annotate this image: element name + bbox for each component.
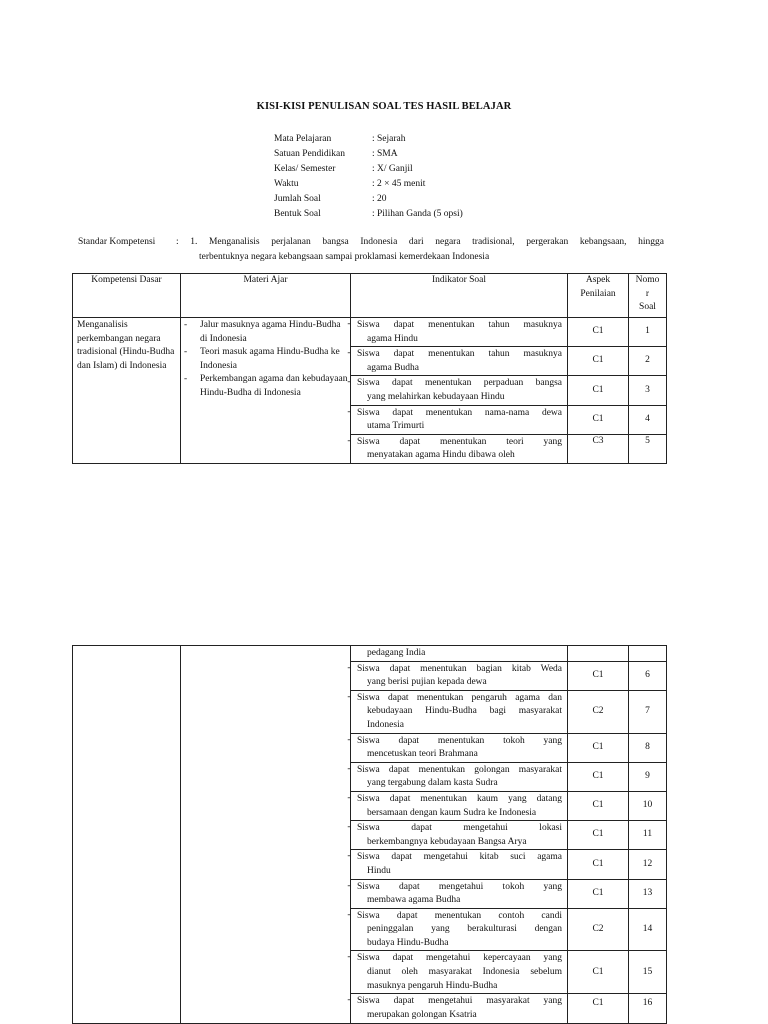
indikator-text xyxy=(351,435,567,463)
aspek-cell: C1 xyxy=(568,951,629,994)
meta-value: : SMA xyxy=(372,149,398,159)
bullet-dash: - xyxy=(347,851,351,862)
indikator-cell xyxy=(347,762,568,791)
indikator-line: Siswa dapat mengetahui kepercayaan yang xyxy=(357,953,562,964)
bullet-dash: - xyxy=(184,320,188,330)
meta-value: : 20 xyxy=(372,194,387,204)
nomor-cell: 15 xyxy=(629,951,667,994)
aspek-cell: C1 xyxy=(568,762,629,791)
meta-value: : X/ Ganjil xyxy=(372,164,413,174)
kompetensi-dasar-cell xyxy=(73,646,181,1024)
indikator-cell xyxy=(347,661,568,690)
indikator-line: Indonesia xyxy=(367,719,404,730)
indikator-cell xyxy=(347,951,568,994)
bullet-dash: - xyxy=(347,792,351,803)
indikator-line: Siswa dapat menentukan pengaruh agama dan xyxy=(357,692,562,703)
materi-ajar-cell xyxy=(181,646,351,1024)
bullet-dash: - xyxy=(347,662,351,673)
indikator-text xyxy=(351,347,567,375)
indikator-line: Siswa dapat menentukan tokoh yang xyxy=(357,735,562,746)
bullet-dash: - xyxy=(347,822,351,833)
header-nomor-line: Nomo xyxy=(635,275,660,285)
indikator-cell xyxy=(351,646,568,662)
indikator-text xyxy=(351,951,567,993)
indikator-line: menyatakan agama Hindu dibawa oleh xyxy=(367,450,515,461)
meta-label: Bentuk Soal xyxy=(274,209,321,219)
standar-line-1: : 1. Menganalisis perjalanan bangsa Indonesia dari negara tradisional, pergerakan kebangsaan, hingga xyxy=(176,237,664,247)
indikator-line: Siswa dapat menentukan teori yang xyxy=(357,436,562,447)
aspek-cell: C1 xyxy=(568,347,629,376)
indikator-text xyxy=(351,909,567,951)
indikator-text xyxy=(351,994,567,1022)
indikator-line: mencetuskan teori Brahmana xyxy=(367,749,478,760)
aspek-cell: C1 xyxy=(568,791,629,820)
aspek-cell: C1 xyxy=(568,318,629,347)
meta-label: Waktu xyxy=(274,179,299,189)
header-aspek-line: Penilaian xyxy=(580,288,616,299)
indikator-text xyxy=(351,691,567,733)
standar-text xyxy=(176,235,664,265)
kisi-table-page-2 xyxy=(72,645,667,1024)
indikator-text xyxy=(351,792,567,820)
bullet-dash: - xyxy=(347,763,351,774)
indikator-line: agama Hindu xyxy=(367,333,418,344)
indikator-line: peninggalan yang berakulturasi dengan xyxy=(367,924,562,935)
indikator-cell xyxy=(347,434,568,463)
indikator-cell xyxy=(347,733,568,762)
indikator-text xyxy=(351,850,567,878)
standar-line-2: terbentuknya negara kebangsaan sampai proklamasi kemerdekaan Indonesia xyxy=(199,252,490,262)
nomor-cell: 10 xyxy=(629,791,667,820)
indikator-cell xyxy=(347,376,568,405)
meta-value: : Pilihan Ganda (5 opsi) xyxy=(372,209,463,219)
indikator-line: yang berisi pujian kepada dewa xyxy=(367,677,487,688)
indikator-cell xyxy=(347,908,568,951)
nomor-cell: 3 xyxy=(629,376,667,405)
indikator-cell xyxy=(347,879,568,908)
materi-item-text: Teori masuk agama Hindu-Budha ke Indonesia xyxy=(200,347,340,371)
indikator-line: merupakan golongan Ksatria xyxy=(367,1009,477,1020)
indikator-line: Hindu xyxy=(367,865,391,876)
bullet-dash: - xyxy=(347,319,351,329)
indikator-cell xyxy=(347,791,568,820)
nomor-cell: 4 xyxy=(629,405,667,434)
aspek-cell: C1 xyxy=(568,879,629,908)
indikator-cell xyxy=(347,690,568,733)
indikator-text xyxy=(351,821,567,849)
header-nomor-line: r xyxy=(645,288,650,299)
indikator-line: utama Trimurti xyxy=(367,421,425,432)
indikator-cell xyxy=(347,821,568,850)
indikator-line: yang tergabung dalam kasta Sudra xyxy=(367,778,498,789)
meta-value: : Sejarah xyxy=(372,134,406,144)
aspek-cell: C1 xyxy=(568,733,629,762)
nomor-cell: 2 xyxy=(629,347,667,376)
nomor-cell: 7 xyxy=(629,690,667,733)
indikator-line: Siswa dapat menentukan contoh candi xyxy=(357,910,562,921)
bullet-dash: - xyxy=(347,995,351,1006)
indikator-cell xyxy=(347,318,568,347)
meta-label: Kelas/ Semester xyxy=(274,164,336,174)
indikator-text xyxy=(351,880,567,908)
header-aspek-penilaian xyxy=(568,274,629,318)
indikator-line: berkembangnya kebudayaan Bangsa Arya xyxy=(367,836,527,847)
bullet-dash: - xyxy=(347,691,351,702)
meta-row xyxy=(274,192,463,207)
nomor-cell: 6 xyxy=(629,661,667,690)
meta-row xyxy=(274,177,463,192)
indikator-line: Siswa dapat menentukan nama-nama dewa xyxy=(357,407,562,418)
indikator-line: Siswa dapat menentukan tahun masuknya xyxy=(357,320,562,330)
table-header-row xyxy=(73,274,667,318)
nomor-cell: 9 xyxy=(629,762,667,791)
materi-item xyxy=(184,373,348,400)
meta-label: Jumlah Soal xyxy=(274,194,321,204)
bullet-dash: - xyxy=(347,952,351,963)
nomor-cell: 5 xyxy=(629,434,667,463)
indikator-text xyxy=(351,318,567,346)
bullet-dash: - xyxy=(347,880,351,891)
meta-info xyxy=(274,132,463,222)
nomor-cell: 11 xyxy=(629,821,667,850)
meta-label: Mata Pelajaran xyxy=(274,134,332,144)
meta-row xyxy=(274,162,463,177)
bullet-dash: - xyxy=(347,348,351,359)
meta-row xyxy=(274,132,463,147)
meta-row xyxy=(274,207,463,222)
materi-item xyxy=(184,346,348,373)
indikator-cell xyxy=(347,347,568,376)
nomor-cell: 16 xyxy=(629,994,667,1024)
indikator-cell xyxy=(347,850,568,879)
kisi-table-page-1 xyxy=(72,273,667,464)
indikator-text xyxy=(351,406,567,434)
bullet-dash: - xyxy=(347,435,351,446)
indikator-line: Siswa dapat menentukan bagian kitab Weda xyxy=(357,663,562,674)
indikator-line: agama Budha xyxy=(367,362,419,373)
standar-label: Standar Kompetensi xyxy=(78,237,156,247)
aspek-cell xyxy=(568,646,629,662)
bullet-dash: - xyxy=(347,909,351,920)
aspek-cell: C2 xyxy=(568,908,629,951)
indikator-line: masuknya pengaruh Hindu-Budha xyxy=(367,980,498,991)
nomor-cell: 12 xyxy=(629,850,667,879)
indikator-line: budaya Hindu-Budha xyxy=(367,937,449,948)
document-title: KISI-KISI PENULISAN SOAL TES HASIL BELAJAR xyxy=(256,101,512,112)
indikator-line: bersamaan dengan kaum Sudra ke Indonesia xyxy=(367,807,537,818)
bullet-dash: - xyxy=(184,347,188,358)
aspek-cell: C1 xyxy=(568,405,629,434)
materi-item xyxy=(184,319,348,346)
header-nomor-soal xyxy=(629,274,667,318)
materi-item-text: Perkembangan agama dan kebudayaan Hindu-Budha di Indonesia xyxy=(200,374,348,398)
meta-value: : 2 × 45 menit xyxy=(372,179,426,189)
meta-row xyxy=(274,147,463,162)
nomor-cell: 14 xyxy=(629,908,667,951)
indikator-line: Siswa dapat mengetahui masyarakat yang xyxy=(357,996,562,1007)
indikator-text xyxy=(351,376,567,404)
indikator-text xyxy=(351,646,567,661)
indikator-line: Siswa dapat mengetahui kitab suci agama xyxy=(357,852,562,863)
indikator-line: Siswa dapat menentukan golongan masyarakat xyxy=(357,764,562,775)
header-materi-ajar: Materi Ajar xyxy=(181,274,351,318)
header-kompetensi-dasar: Kompetensi Dasar xyxy=(73,274,181,318)
table-row xyxy=(73,646,667,662)
bullet-dash: - xyxy=(347,734,351,745)
indikator-cell xyxy=(347,994,568,1024)
indikator-line: Siswa dapat mengetahui tokoh yang xyxy=(357,881,562,892)
indikator-line: membawa agama Budha xyxy=(367,895,461,906)
indikator-line: dianut oleh masyarakat Indonesia sebelum xyxy=(367,967,562,978)
indikator-cell xyxy=(347,405,568,434)
header-indikator-soal: Indikator Soal xyxy=(351,274,568,318)
aspek-cell: C1 xyxy=(568,850,629,879)
indikator-line: pedagang India xyxy=(367,648,426,658)
nomor-cell xyxy=(629,646,667,662)
header-nomor-line: Soal xyxy=(639,302,656,313)
aspek-cell: C1 xyxy=(568,376,629,405)
aspek-cell: C1 xyxy=(568,661,629,690)
indikator-text xyxy=(351,662,567,690)
indikator-line: Siswa dapat menentukan perpaduan bangsa xyxy=(357,378,562,389)
materi-ajar-cell xyxy=(181,318,351,464)
header-aspek-line: Aspek xyxy=(585,275,611,285)
meta-label: Satuan Pendidikan xyxy=(274,149,345,159)
kompetensi-dasar-cell: Menganalisis perkembangan negara tradisional (Hindu-Budha dan Islam) di Indonesia xyxy=(73,318,181,464)
indikator-line: yang melahirkan kebudayaan Hindu xyxy=(367,391,505,402)
indikator-line: kebudayaan Hindu-Budha bagi masyarakat xyxy=(367,706,562,717)
aspek-cell: C1 xyxy=(568,821,629,850)
materi-item-text: Jalur masuknya agama Hindu-Budha di Indonesia xyxy=(200,320,341,344)
nomor-cell: 13 xyxy=(629,879,667,908)
indikator-line: Siswa dapat mengetahui lokasi xyxy=(357,823,562,834)
aspek-cell: C2 xyxy=(568,690,629,733)
nomor-cell: 8 xyxy=(629,733,667,762)
aspek-cell: C3 xyxy=(568,434,629,463)
indikator-line: Siswa dapat menentukan kaum yang datang xyxy=(357,793,562,804)
bullet-dash: - xyxy=(184,374,188,385)
indikator-line: Siswa dapat menentukan tahun masuknya xyxy=(357,349,562,360)
bullet-dash: - xyxy=(347,377,351,388)
nomor-cell: 1 xyxy=(629,318,667,347)
aspek-cell: C1 xyxy=(568,994,629,1024)
indikator-text xyxy=(351,763,567,791)
indikator-text xyxy=(351,734,567,762)
table-row xyxy=(73,318,667,347)
bullet-dash: - xyxy=(347,406,351,417)
